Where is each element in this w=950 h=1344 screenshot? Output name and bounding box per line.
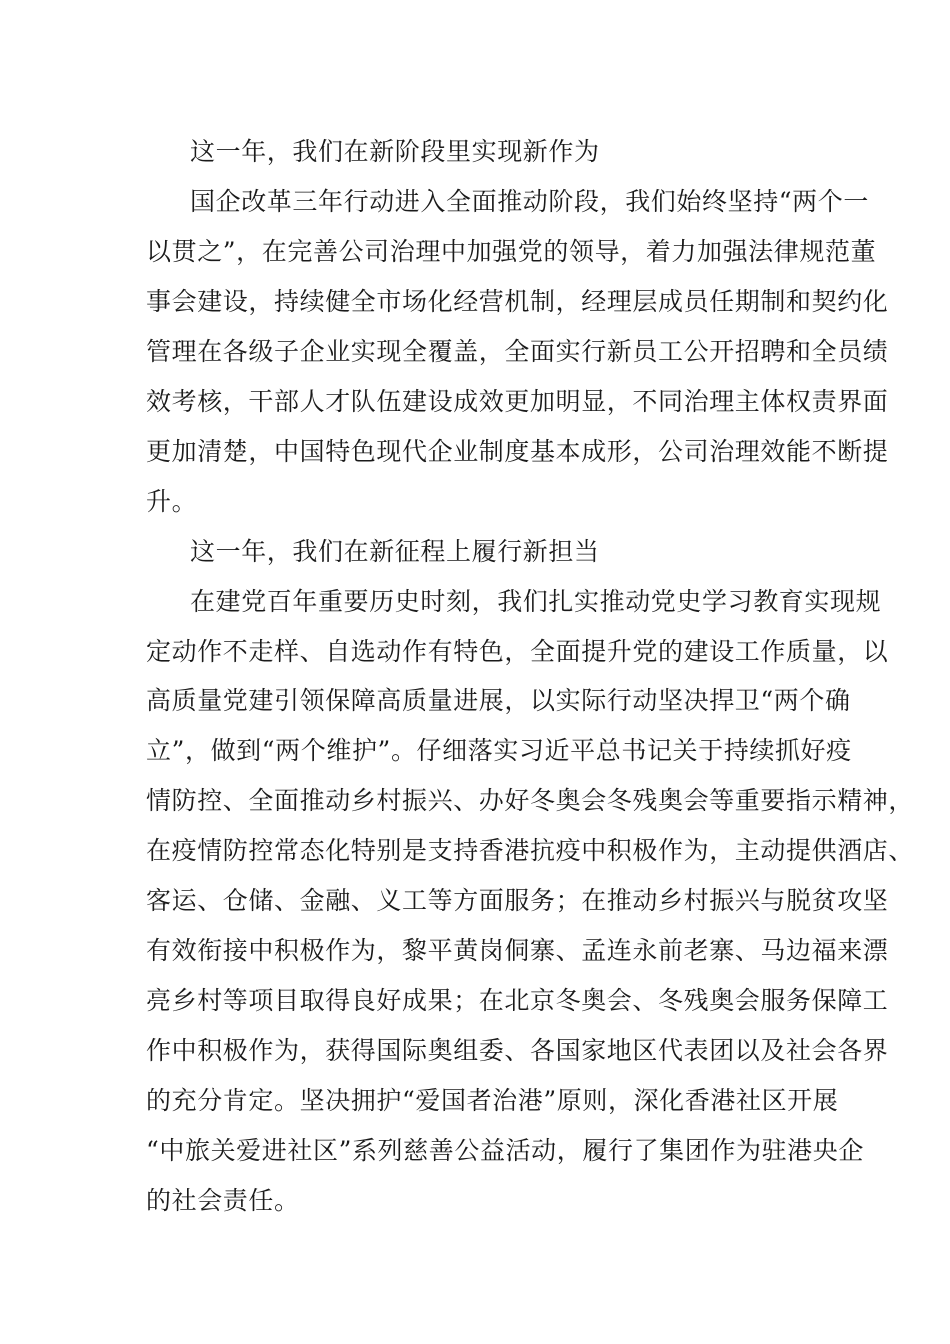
section-heading: 这一年，我们在新征程上履行新担当 [190,537,600,566]
paragraph-line: 情防控、全面推动乡村振兴、办好冬奥会冬残奥会等重要指示精神， [146,786,915,815]
paragraph-line: 立”，做到“两个维护”。仔细落实习近平总书记关于持续抓好疫 [146,736,852,765]
paragraph-line: 国企改革三年行动进入全面推动阶段，我们始终坚持“两个一 [190,187,869,216]
paragraph-line: 有效衔接中积极作为，黎平黄岗侗寨、孟连永前老寨、马边福来漂 [146,936,889,965]
paragraph-line: 亮乡村等项目取得良好成果；在北京冬奥会、冬残奥会服务保障工 [146,986,889,1015]
paragraph-line: 在疫情防控常态化特别是支持香港抗疫中积极作为，主动提供酒店、 [146,836,915,865]
paragraph-line: 在建党百年重要历史时刻，我们扎实推动党史学习教育实现规 [190,587,882,616]
paragraph-line: 事会建设，持续健全市场化经营机制，经理层成员任期制和契约化 [146,287,889,316]
paragraph-line: 定动作不走样、自选动作有特色，全面提升党的建设工作质量，以 [146,637,889,666]
section-heading: 这一年，我们在新阶段里实现新作为 [190,137,600,166]
paragraph-line: 更加清楚，中国特色现代企业制度基本成形，公司治理效能不断提 [146,437,889,466]
paragraph-line: 的充分肯定。坚决拥护“爱国者治港”原则，深化香港社区开展 [146,1086,839,1115]
paragraph-line: 作中积极作为，获得国际奥组委、各国家地区代表团以及社会各界 [146,1036,889,1065]
paragraph-line: 效考核，干部人才队伍建设成效更加明显，不同治理主体权责界面 [146,387,889,416]
paragraph-line: 客运、仓储、金融、义工等方面服务；在推动乡村振兴与脱贫攻坚 [146,886,889,915]
paragraph-line: 以贯之”，在完善公司治理中加强党的领导，着力加强法律规范董 [146,237,877,266]
paragraph-line: 升。 [146,487,198,516]
paragraph-line: “中旅关爱进社区”系列慈善公益活动，履行了集团作为驻港央企 [146,1136,864,1165]
paragraph-line: 高质量党建引领保障高质量进展，以实际行动坚决捍卫“两个确 [146,686,851,715]
paragraph-line: 管理在各级子企业实现全覆盖，全面实行新员工公开招聘和全员绩 [146,337,889,366]
paragraph-line: 的社会责任。 [146,1186,300,1215]
